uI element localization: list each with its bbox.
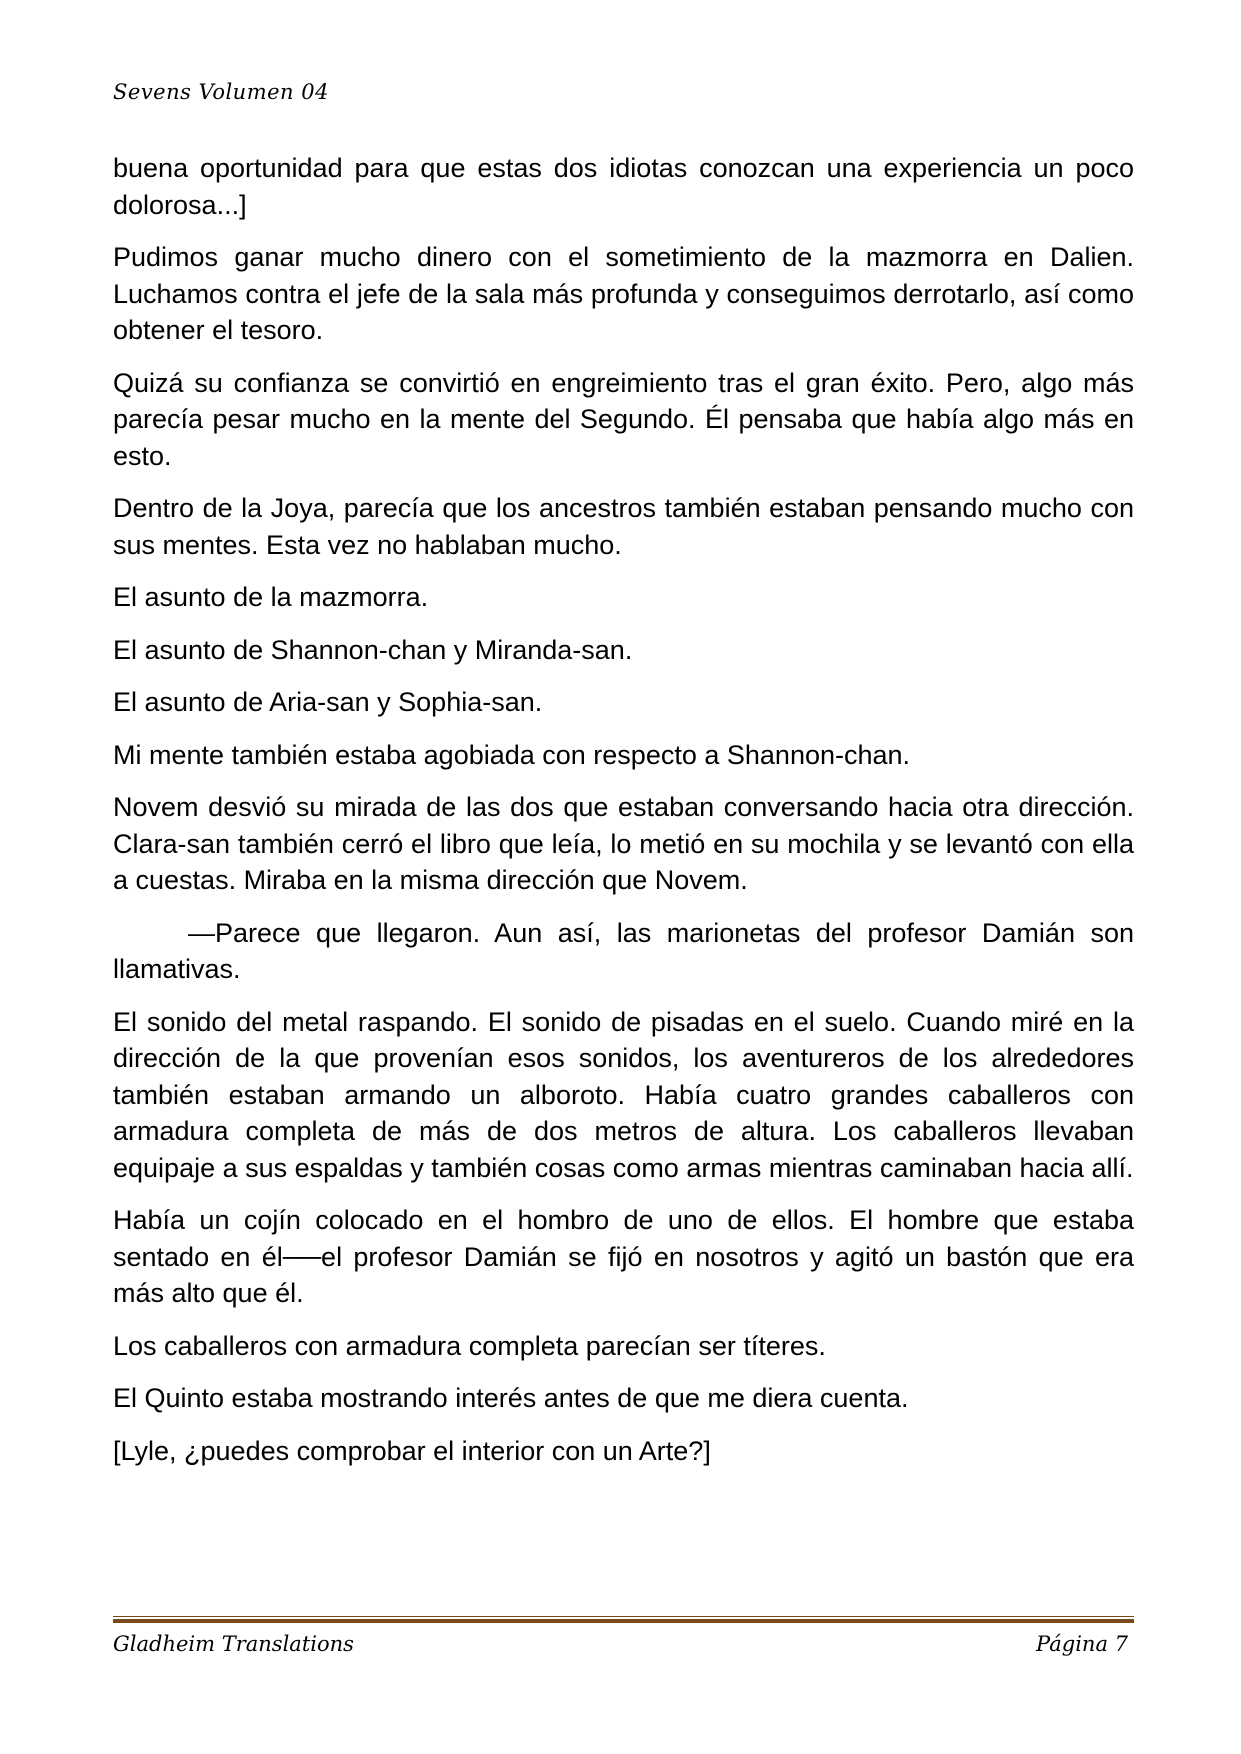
footer-divider: [113, 1616, 1134, 1622]
paragraph: buena oportunidad para que estas dos idiotas conozcan una experiencia un poco dolorosa...]: [113, 153, 1134, 220]
paragraph: El asunto de Shannon-chan y Miranda-san.: [113, 634, 633, 665]
paragraph: Quizá su confianza se convirtió en engreimiento tras el gran éxito. Pero, algo más parecía pesar mucho en la mente del Segundo. Él pensaba que había algo más en esto.: [113, 367, 1134, 471]
page-number: Página 7: [1036, 1632, 1128, 1656]
page-body: [113, 150, 1134, 1485]
paragraph: El asunto de la mazmorra.: [113, 582, 429, 612]
paragraph: Mi mente también estaba agobiada con respecto a Shannon-chan.: [113, 739, 911, 770]
footer-divider-thin: [113, 1616, 1134, 1617]
paragraph: El asunto de Aria-san y Sophia-san.: [113, 687, 543, 717]
paragraph: Dentro de la Joya, parecía que los ancestros también estaban pensando mucho con sus mentes. Esta vez no hablaban mucho.: [113, 493, 1134, 560]
paragraph: [Lyle, ¿puedes comprobar el interior con un Arte?]: [113, 1435, 711, 1466]
footer-credit: Gladheim Translations: [113, 1632, 354, 1656]
paragraph: Había un cojín colocado en el hombro de uno de ellos. El hombre que estaba sentado en él──el profesor Damián se fijó en nosotros y agitó un bastón que era más alto que él.: [113, 1205, 1134, 1308]
footer-divider-thick: [113, 1619, 1134, 1623]
paragraph: Novem desvió su mirada de las dos que estaban conversando hacia otra dirección. Clara-san también cerró el libro que leía, lo metió en su mochila y se levantó con ella a cuestas. Miraba en la misma dirección que Novem.: [113, 792, 1134, 895]
paragraph: Pudimos ganar mucho dinero con el sometimiento de la mazmorra en Dalien. Luchamos contra el jefe de la sala más profunda y conseguimos derrotarlo, así como obtener el tesoro.: [113, 242, 1134, 345]
dialogue-paragraph: —Parece que llegaron. Aun así, las marionetas del profesor Damián son llamativas.: [113, 917, 1134, 984]
paragraph: Los caballeros con armadura completa parecían ser títeres.: [113, 1330, 826, 1361]
running-header: Sevens Volumen 04: [113, 80, 329, 104]
paragraph: El sonido del metal raspando. El sonido de pisadas en el suelo. Cuando miré en la dirección de la que provenían esos sonidos, los aventureros de los alrededores también estaban armando un alboroto. Había cuatro grandes caballeros con armadura completa de más de dos metros de altura. Los caballeros llevaban equipaje a sus espaldas y también cosas como armas mientras caminaban hacia allí.: [113, 1006, 1134, 1183]
paragraph: El Quinto estaba mostrando interés antes de que me diera cuenta.: [113, 1383, 909, 1413]
